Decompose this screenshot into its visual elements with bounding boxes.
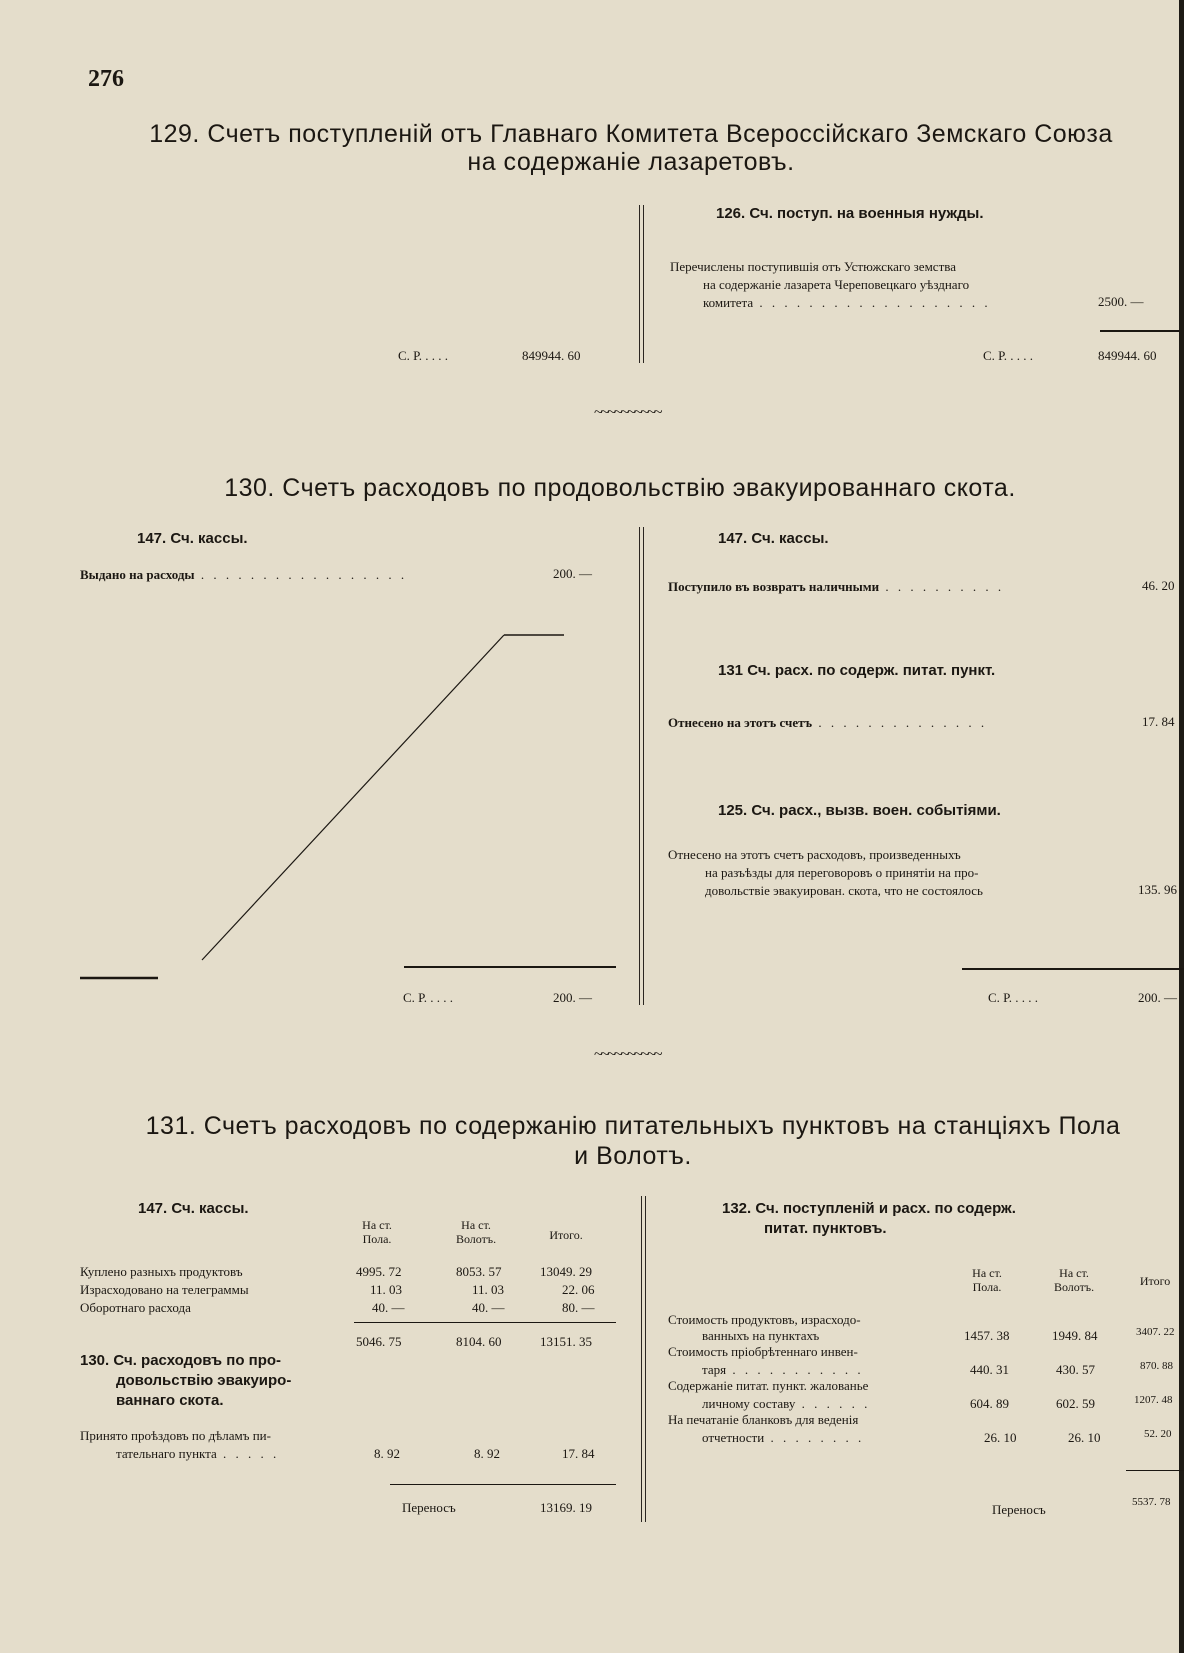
s131-row-3-volot: 40. — bbox=[472, 1300, 505, 1315]
s130-credit-heading-2: 131 Сч. расх. по содерж. питат. пункт. bbox=[718, 662, 996, 679]
s131-debit-heading-2-line2: довольствію эвакуиро- bbox=[116, 1372, 292, 1389]
s129-title-line2: на содержаніе лазаретовъ. bbox=[467, 148, 795, 176]
s131-credit-row-3-line1: Содержаніе питат. пункт. жалованье bbox=[668, 1378, 869, 1393]
s129-credit-text-2: на содержаніе лазарета Череповецкаго уѣзднаго bbox=[703, 277, 970, 292]
s131-credit-row-2-line1: Стоимость пріобрѣтеннаго инвен- bbox=[668, 1344, 858, 1359]
s130-credit-heading-1: 147. Сч. кассы. bbox=[718, 530, 829, 547]
s130-credit-entry-3-value: 135. 96 bbox=[1138, 882, 1177, 897]
s129-credit-value: 2500. — bbox=[1098, 294, 1144, 309]
s131-credit-row-2-volot: 430. 57 bbox=[1056, 1362, 1095, 1377]
s131-row-1-pola: 4995. 72 bbox=[356, 1264, 402, 1279]
s131-row-3-total: 80. — bbox=[562, 1300, 595, 1315]
s130-credit-entry-3-line2: на разъѣзды для переговоровъ о принятіи на про- bbox=[705, 865, 979, 880]
s131-subtotal-rule bbox=[354, 1322, 616, 1323]
s129-credit-sr-value: 849944. 60 bbox=[1098, 348, 1157, 363]
s131-debit-entry-2-pola: 8. 92 bbox=[374, 1446, 400, 1461]
s131-debit-heading-2-line3: ваннаго скота. bbox=[116, 1392, 224, 1409]
s129-title-line1: 129. Счетъ поступленій отъ Главнаго Комитета Всероссійскаго Земскаго Союза bbox=[149, 120, 1113, 148]
s130-debit-entry-value: 200. — bbox=[553, 566, 592, 581]
s129-divider-2 bbox=[643, 205, 644, 363]
s130-credit-entry-1-value: 46. 20 bbox=[1142, 578, 1175, 593]
s130-credit-entry-3-line3: довольствіе эвакуирован. скота, что не состоялось bbox=[705, 883, 983, 898]
s131-debit-entry-2-line2: тательнаго пункта bbox=[116, 1446, 217, 1461]
page-edge bbox=[1179, 0, 1184, 1653]
s131-debit-entry-2-total: 17. 84 bbox=[562, 1446, 595, 1461]
s130-debit-cancel-line bbox=[80, 630, 620, 990]
s131-credit-row-4-total: 52. 20 bbox=[1144, 1428, 1172, 1440]
s131-credit-heading-line2: питат. пунктовъ. bbox=[764, 1220, 887, 1237]
s131-credit-row-2-line2: таря bbox=[702, 1362, 727, 1377]
s131-divider-2 bbox=[645, 1196, 646, 1522]
s131-credit-row-2-total: 870. 88 bbox=[1140, 1360, 1173, 1372]
s131-row-2-volot: 11. 03 bbox=[472, 1282, 505, 1297]
leader-dots: . . . . . . . . . . . . . . . . . bbox=[194, 567, 408, 582]
s131-credit-col-volot: На ст. Волотъ. bbox=[1053, 1266, 1095, 1294]
s129-credit-sr-label: С. Р. . . . . bbox=[983, 348, 1034, 363]
s131-credit-row-1-pola: 1457. 38 bbox=[964, 1328, 1010, 1343]
s130-credit-entry-2-value: 17. 84 bbox=[1142, 714, 1175, 729]
s131-row-1-total: 13049. 29 bbox=[540, 1264, 592, 1279]
s131-debit-entry-2-line1: Принято проѣздовъ по дѣламъ пи- bbox=[80, 1428, 271, 1443]
s131-col-pola: На ст. Пола. bbox=[362, 1218, 392, 1246]
s131-credit-heading-line1: 132. Сч. поступленій и расх. по содерж. bbox=[722, 1200, 1016, 1217]
s131-divider bbox=[641, 1196, 642, 1522]
s131-subtotal-total: 13151. 35 bbox=[540, 1334, 592, 1349]
s130-debit-rule bbox=[404, 966, 616, 968]
s131-credit-row-3-total: 1207. 48 bbox=[1134, 1394, 1173, 1406]
s130-debit-sr-label: С. Р. . . . . bbox=[403, 990, 454, 1005]
s131-credit-carry-label: Переносъ bbox=[992, 1502, 1046, 1517]
s130-credit-sr-label: С. Р. . . . . bbox=[988, 990, 1039, 1005]
separator-1: ~~~~~~~~~~ bbox=[594, 404, 661, 421]
s131-debit-entry-2-volot: 8. 92 bbox=[474, 1446, 500, 1461]
s131-credit-row-1-line2: ванныхъ на пунктахъ bbox=[702, 1328, 820, 1343]
s131-credit-row-3-volot: 602. 59 bbox=[1056, 1396, 1095, 1411]
s129-credit-text-3: комитета bbox=[703, 295, 754, 310]
s131-row-2-label: Израсходовано на телеграммы bbox=[80, 1282, 249, 1297]
s130-divider-2 bbox=[643, 527, 644, 1005]
s130-credit-entry-2-label: Отнесено на этотъ счетъ bbox=[668, 715, 813, 730]
s131-credit-carry-value: 5537. 78 bbox=[1132, 1496, 1171, 1508]
s131-subtotal-pola: 5046. 75 bbox=[356, 1334, 402, 1349]
s131-credit-row-3-pola: 604. 89 bbox=[970, 1396, 1009, 1411]
s131-credit-row-1-total: 3407. 22 bbox=[1136, 1326, 1175, 1338]
s131-title-line1: 131. Счетъ расходовъ по содержанію питательныхъ пунктовъ на станціяхъ Пола bbox=[145, 1112, 1121, 1140]
page-number: 276 bbox=[88, 66, 124, 92]
s131-row-2-pola: 11. 03 bbox=[370, 1282, 403, 1297]
s131-debit-heading: 147. Сч. кассы. bbox=[138, 1200, 249, 1217]
leader-dots: . . . . . . . . bbox=[764, 1430, 865, 1445]
s130-title: 130. Счетъ расходовъ по продовольствію эвакуированнаго скота. bbox=[224, 474, 1016, 502]
s130-credit-entry-1-label: Поступило въ возвратъ наличными bbox=[668, 579, 880, 594]
s131-credit-col-pola: На ст. Пола. bbox=[972, 1266, 1002, 1294]
s131-credit-row-4-line2: отчетности bbox=[702, 1430, 765, 1445]
s131-row-1-volot: 8053. 57 bbox=[456, 1264, 502, 1279]
s131-col-volot: На ст. Волотъ. bbox=[455, 1218, 497, 1246]
s129-credit-text-1: Перечислены поступившія отъ Устюжскаго земства bbox=[670, 259, 956, 274]
s130-debit-sr-value: 200. — bbox=[553, 990, 592, 1005]
s130-debit-entry-label: Выдано на расходы bbox=[80, 567, 195, 582]
s129-credit-rule bbox=[1100, 330, 1180, 332]
s129-credit-heading: 126. Сч. поступ. на военныя нужды. bbox=[716, 205, 984, 222]
s131-credit-row-4-pola: 26. 10 bbox=[984, 1430, 1017, 1445]
s130-divider bbox=[639, 527, 640, 1005]
s131-credit-row-2-pola: 440. 31 bbox=[970, 1362, 1009, 1377]
s130-credit-heading-3: 125. Сч. расх., вызв. воен. событіями. bbox=[718, 802, 1001, 819]
s131-title-line2: и Волотъ. bbox=[574, 1142, 692, 1170]
s131-row-1-label: Куплено разныхъ продуктовъ bbox=[80, 1264, 243, 1279]
leader-dots: . . . . . . . . . . . . . . bbox=[812, 715, 988, 730]
s129-debit-sr-value: 849944. 60 bbox=[522, 348, 581, 363]
s129-debit-sr-label: С. Р. . . . . bbox=[398, 348, 449, 363]
s131-credit-carry-rule bbox=[1126, 1470, 1184, 1471]
s130-credit-rule bbox=[962, 968, 1184, 970]
s131-credit-row-3-line2: личному составу bbox=[702, 1396, 796, 1411]
s131-credit-row-4-volot: 26. 10 bbox=[1068, 1430, 1101, 1445]
s131-credit-col-total: Итого bbox=[1139, 1274, 1171, 1288]
leader-dots: . . . . . . bbox=[795, 1396, 871, 1411]
s131-credit-row-4-line1: На печатаніе бланковъ для веденія bbox=[668, 1412, 859, 1427]
s131-debit-carry-label: Переносъ bbox=[402, 1500, 456, 1515]
s130-credit-sr-value: 200. — bbox=[1138, 990, 1177, 1005]
s131-debit-heading-2-line1: 130. Сч. расходовъ по про- bbox=[80, 1352, 282, 1369]
s130-debit-heading: 147. Сч. кассы. bbox=[137, 530, 248, 547]
s131-row-3-label: Оборотнаго расхода bbox=[80, 1300, 191, 1315]
s131-col-total: Итого. bbox=[549, 1228, 583, 1242]
s131-debit-carry-rule bbox=[390, 1484, 616, 1485]
s130-credit-entry-3-line1: Отнесено на этотъ счетъ расходовъ, произведенныхъ bbox=[668, 847, 961, 862]
s129-divider bbox=[639, 205, 640, 363]
s131-credit-row-1-line1: Стоимость продуктовъ, израсходо- bbox=[668, 1312, 861, 1327]
leader-dots: . . . . . . . . . . . . . . . . . . . bbox=[753, 295, 991, 310]
leader-dots: . . . . . . . . . . bbox=[879, 579, 1005, 594]
leader-dots: . . . . . . . . . . . bbox=[726, 1362, 864, 1377]
s131-debit-carry-value: 13169. 19 bbox=[540, 1500, 592, 1515]
s131-subtotal-volot: 8104. 60 bbox=[456, 1334, 502, 1349]
separator-2: ~~~~~~~~~~ bbox=[594, 1046, 661, 1063]
s131-row-3-pola: 40. — bbox=[372, 1300, 405, 1315]
leader-dots: . . . . . bbox=[216, 1446, 280, 1461]
s131-row-2-total: 22. 06 bbox=[562, 1282, 595, 1297]
s131-credit-row-1-volot: 1949. 84 bbox=[1052, 1328, 1098, 1343]
